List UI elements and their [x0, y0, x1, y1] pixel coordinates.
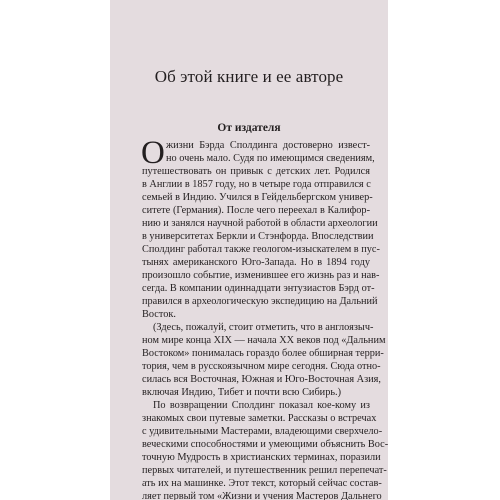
text-line: Сполдинг работал также геологом-изыскателем в пус-	[142, 244, 380, 255]
section-title: От издателя	[217, 122, 281, 134]
body-text	[141, 135, 388, 500]
text-line: в университетах Беркли и Стэнфорда. Впоследствии	[142, 231, 374, 242]
text-line: с удивительными Мастерами, владеющими сверхчело-	[142, 426, 383, 437]
text-line: путешествовать он привык с детских лет. Родился	[142, 166, 370, 177]
text-line: нию и занялся научной работой в области археологии	[142, 218, 378, 229]
text-line: правился в археологическую экспедицию на Дальний	[142, 296, 378, 307]
text-line: По возвращении Сполдинг показал кое-кому из	[153, 400, 370, 411]
text-line: ситете (Германия). После чего переехал в Калифор-	[142, 205, 370, 216]
text-line: первых читателей, и путешественник решил перепечат-	[142, 465, 387, 476]
book-page	[110, 0, 388, 500]
text-line: но очень мало. Судя по имеющимся сведениям,	[166, 153, 375, 164]
text-line: веческими способностями и умеющими объяснить Вос-	[142, 439, 388, 450]
text-line: сегда. В компании одиннадцати энтузиастов Бэрд от-	[142, 283, 375, 294]
paragraph-2	[142, 321, 386, 399]
text-line: знакомых свои путевые заметки. Рассказы о встречах	[142, 413, 377, 424]
text-line: (Здесь, пожалуй, стоит отметить, что в англоязыч-	[153, 322, 374, 333]
text-line: включая Индию, Тибет и почти всю Сибирь.)	[142, 387, 342, 398]
chapter-title: Об этой книге и ее авторе	[154, 67, 344, 86]
text-line: Востоком» понималась гораздо более обширная терри-	[142, 348, 384, 359]
text-line: силась вся Восточная, Южная и Юго-Восточная Азия,	[142, 374, 381, 385]
text-line: произошло событие, изменившее его жизнь раз и нав-	[142, 270, 380, 281]
text-line: семьей в Индию. Учился в Гейдельбергском универ-	[142, 192, 373, 203]
paragraph-3	[142, 399, 388, 500]
text-line: Восток.	[142, 309, 176, 320]
text-line: тынях американского Юго-Запада. Но в 1894 году	[142, 257, 370, 268]
text-line: в Англии в 1857 году, но в четыре года отправился с	[142, 179, 371, 190]
text-line: ном мире конца XIX — начала XX веков под «Дальним	[142, 335, 386, 346]
text-line: ляет первый том «Жизни и учения Мастеров Дальнего	[142, 491, 382, 500]
dropcap-row	[141, 135, 375, 171]
text-line: тория, чем в русскоязычном мире сегодня. Сюда отно-	[142, 361, 381, 372]
text-line: жизни Бэрда Сполдинга достоверно извест-	[166, 140, 370, 151]
drop-cap: О	[141, 135, 165, 171]
text-line: ать их на машинке. Этот текст, который сейчас состав-	[142, 478, 382, 489]
paragraph-1	[141, 135, 380, 321]
text-line: точную Мудрость в христианских терминах, поразили	[142, 452, 381, 463]
